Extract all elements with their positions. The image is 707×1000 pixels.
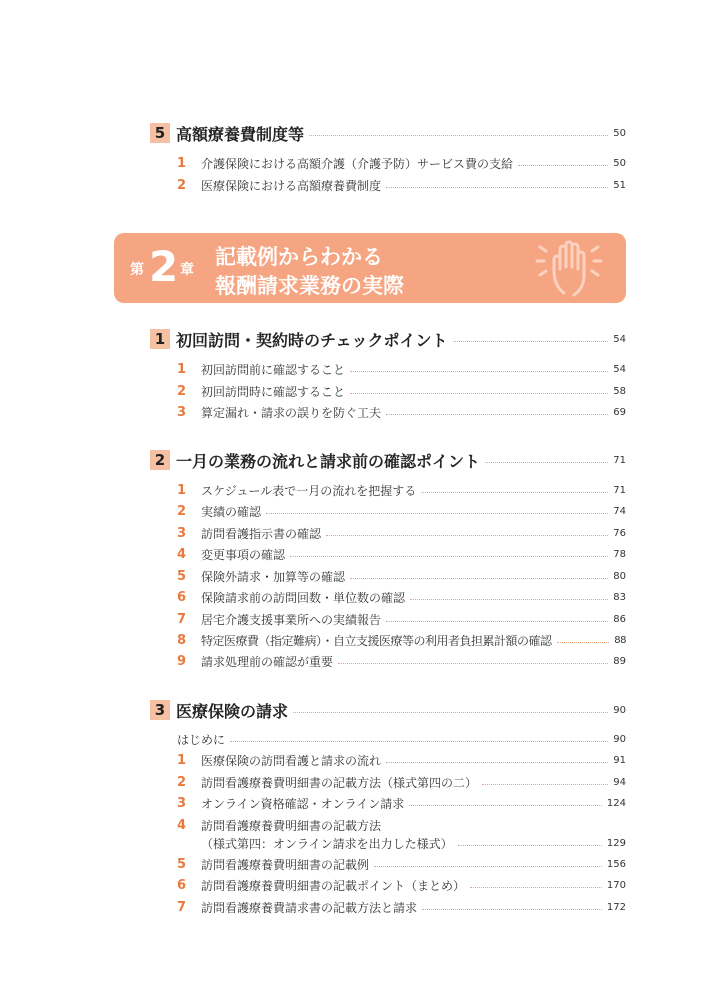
chapter-suffix: 章 [180,262,194,278]
chapter-title-line-1: 記載例からわかる [215,245,383,269]
section-title: 一月の業務の流れと請求前の確認ポイント [176,451,481,471]
dot-leader [458,845,602,846]
toc-item[interactable] [177,588,626,606]
chapter-number: 2 [149,242,179,291]
toc-item[interactable] [177,403,626,421]
item-title: スケジュール表で一月の流れを把握する [201,483,417,498]
page-number: 69 [613,406,626,418]
toc-section-3[interactable] [150,698,626,722]
item-number: 8 [177,632,186,648]
item-title: 保険請求前の訪問回数・単位数の確認 [201,590,406,605]
dot-leader [266,513,608,514]
item-number: 3 [177,795,187,811]
page-number: 172 [606,901,626,913]
page-number: 78 [613,548,626,560]
page-number: 50 [613,157,626,169]
toc-item[interactable] [177,876,626,894]
dot-leader [386,414,608,415]
toc-item[interactable] [177,502,626,520]
toc-item[interactable] [177,567,626,585]
dot-leader [453,341,609,342]
page-number: 71 [613,454,626,466]
chapter-prefix: 第 [130,262,144,278]
item-title: 初回訪問時に確認すること [201,384,346,399]
section-number: 2 [150,450,170,470]
item-title: 訪問看護療養費明細書の記載ポイント（まとめ） [201,878,466,893]
dot-leader [374,866,602,867]
toc-item[interactable] [177,794,626,812]
toc-item[interactable] [177,524,626,542]
toc-section-2[interactable] [150,448,626,472]
toc-item[interactable] [177,382,626,400]
item-title: 訪問看護療養費請求書の記載方法と請求 [201,900,418,915]
toc-item[interactable] [177,545,626,563]
dot-leader [293,712,608,713]
item-title: 保険外請求・加算等の確認 [201,569,346,584]
dot-leader [482,784,608,785]
item-title-continued: （様式第四：オンライン請求を出力した様式） [201,836,453,851]
dot-leader [338,663,608,664]
page-number: 83 [613,591,626,603]
item-title: 居宅介護支援事業所への実績報告 [201,612,382,627]
page-number: 88 [614,634,626,646]
dot-leader [557,642,610,643]
page-number: 86 [613,613,626,625]
dot-leader [290,556,608,557]
dot-leader [350,393,608,394]
item-number: 3 [177,404,187,420]
item-title: 請求処理前の確認が重要 [201,654,334,669]
dot-leader [230,741,608,742]
item-number: 1 [177,361,187,377]
dot-leader [409,805,602,806]
dot-leader [326,535,608,536]
item-number: 2 [177,503,187,519]
section-title: 医療保険の請求 [176,701,289,721]
page-number: 129 [606,837,626,849]
chapter-title-line-2: 報酬請求業務の実際 [215,274,404,298]
section-title: 初回訪問・契約時のチェックポイント [176,330,448,350]
dot-leader [410,599,608,600]
item-title: 実績の確認 [201,504,262,519]
item-number: 7 [177,611,187,627]
page-number: 54 [613,363,626,375]
item-title: 訪問看護療養費明細書の記載例 [201,857,370,872]
dot-leader [485,462,608,463]
item-title: 訪問看護指示書の確認 [201,526,322,541]
section-title: 高額療養費制度等 [176,124,305,144]
toc-item[interactable] [177,360,626,378]
page-number: 124 [606,797,626,809]
toc-item[interactable] [177,816,626,852]
item-number: 2 [177,774,187,790]
item-number: 5 [177,856,187,872]
toc-item[interactable] [177,773,626,791]
toc-item[interactable] [177,154,626,172]
chapter-banner [114,233,626,303]
toc-item[interactable] [177,898,626,916]
item-number: 1 [177,752,187,768]
item-title: 訪問看護療養費明細書の記載方法 [201,818,382,833]
item-title: 訪問看護療養費明細書の記載方法（様式第四の二） [201,775,478,790]
item-number: 6 [177,877,187,893]
page-number: 89 [613,655,626,667]
toc-item[interactable] [177,631,626,649]
item-title: はじめに [177,732,226,747]
dot-leader [518,165,608,166]
dot-leader [350,578,608,579]
page-number: 90 [613,704,626,716]
item-title: 算定漏れ・請求の誤りを防ぐ工夫 [201,405,382,420]
section-number: 5 [150,123,170,143]
item-title: 特定医療費（指定難病）・自立支援医療等の利用者負担累計額の確認 [201,633,552,648]
page-number: 54 [613,333,626,345]
item-title: 変更事項の確認 [201,547,286,562]
page-number: 58 [613,385,626,397]
dot-leader [386,621,608,622]
item-number: 1 [177,482,187,498]
page-number: 91 [613,754,626,766]
page-number: 71 [613,484,626,496]
item-number: 6 [177,589,187,605]
toc-section-5[interactable] [150,121,626,145]
page-number: 80 [613,570,626,582]
toc-item[interactable] [177,176,626,194]
dot-leader [421,492,608,493]
item-number: 2 [177,177,187,193]
page-number: 76 [613,527,626,539]
dot-leader [470,887,602,888]
page-number: 94 [613,776,626,788]
dot-leader [350,371,608,372]
section-number: 3 [150,700,170,720]
item-title: オンライン資格確認・オンライン請求 [201,796,405,811]
section-number: 1 [150,329,170,349]
item-number: 4 [177,817,187,833]
item-title: 介護保険における高額介護（介護予防）サービス費の支給 [201,156,514,171]
toc-item[interactable] [177,481,626,499]
page-number: 90 [613,733,626,745]
item-number: 9 [177,653,187,669]
page-number: 50 [613,127,626,139]
dot-leader [309,135,608,136]
item-number: 4 [177,546,187,562]
page-number: 156 [606,858,626,870]
toc-section-1[interactable] [150,327,626,351]
item-number: 7 [177,899,187,915]
item-number: 2 [177,383,187,399]
page-number: 74 [613,505,626,517]
toc-item-intro[interactable] [177,730,626,748]
page-number: 51 [613,179,626,191]
toc-item[interactable] [177,610,626,628]
toc-item[interactable] [177,652,626,670]
dot-leader [422,909,602,910]
page-number: 170 [606,879,626,891]
dot-leader [386,762,608,763]
item-title: 医療保険における高額療養費制度 [201,178,382,193]
item-number: 1 [177,155,187,171]
item-title: 初回訪問前に確認すること [201,362,346,377]
raised-hand-icon [534,237,614,299]
item-number: 5 [177,568,187,584]
dot-leader [386,187,608,188]
toc-item[interactable] [177,855,626,873]
toc-item[interactable] [177,751,626,769]
item-title: 医療保険の訪問看護と請求の流れ [201,753,382,768]
item-number: 3 [177,525,187,541]
